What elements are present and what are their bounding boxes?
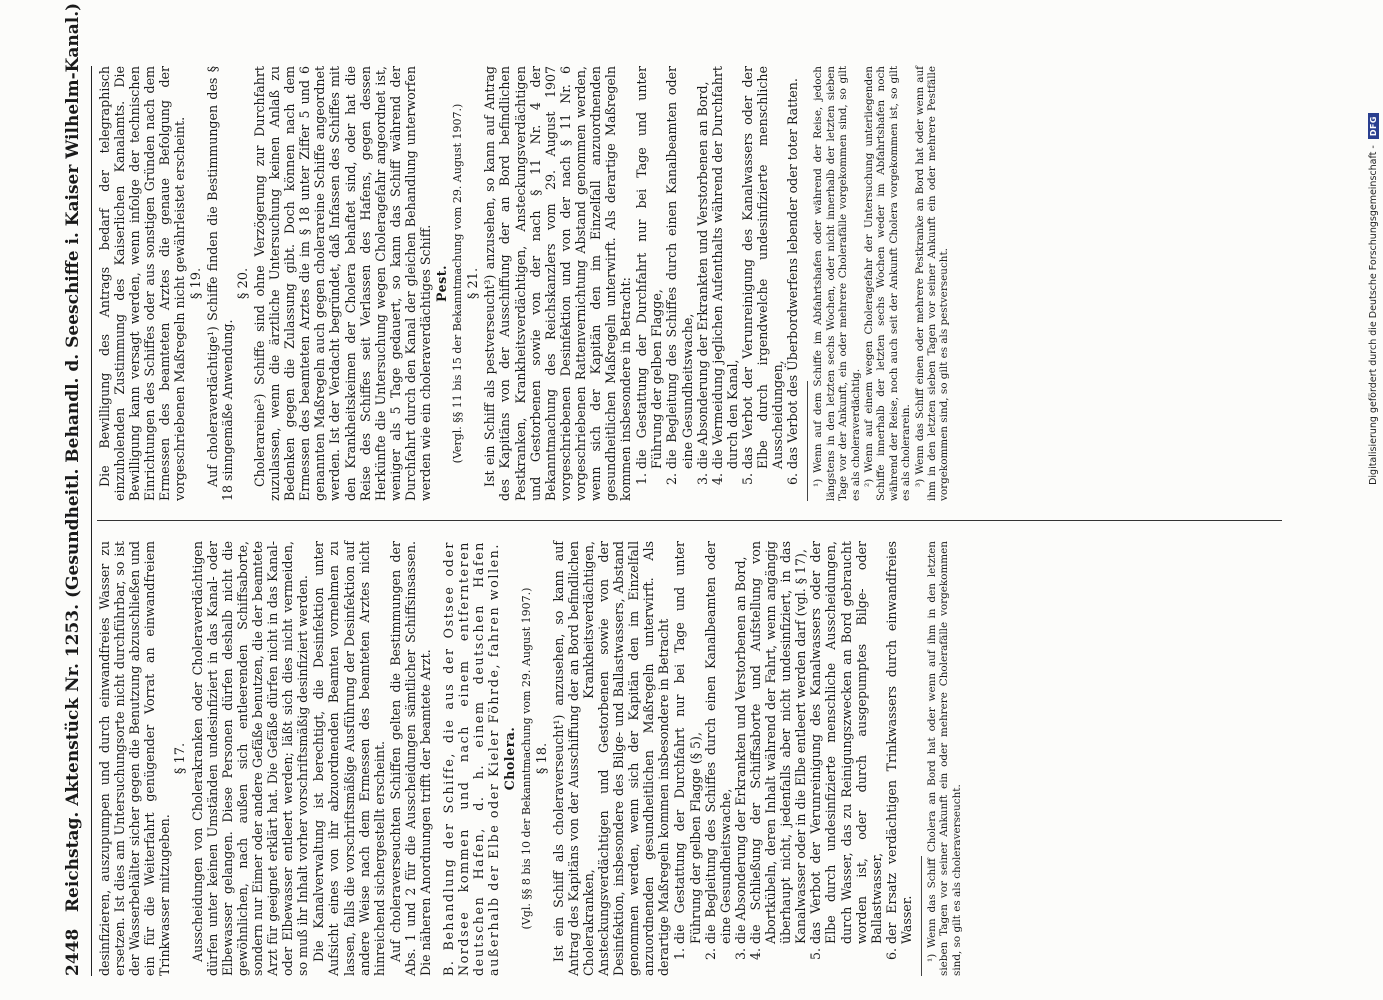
right-column bbox=[97, 66, 1310, 501]
column-divider bbox=[97, 520, 1282, 521]
part-b-heading: B. Behandlung der Schiffe, die aus der Ostsee oder Nordsee kommen und nach einem entfernteren deutschen Hafen, d. h. einem deutschen Hafen außerhalb der Elbe oder Kieler Föhrde, fahren wollen. bbox=[441, 541, 502, 976]
list-item: 3. die Absonderung der Erkrankten und Verstorbenen an Bord, bbox=[733, 541, 748, 944]
page-header bbox=[55, 2, 92, 976]
list-item: 5. das Verbot der Verunreinigung des Kanalwassers oder der Elbe durch undesinfizierte menschliche Ausscheidungen, durch Wasser, das zu Reinigungszwecken an Bord gebraucht worden ist, oder durch ausgepumptes Bilge- oder Ballastwasser, bbox=[808, 541, 883, 944]
measures-list bbox=[634, 66, 800, 501]
list-item: 4. die Vermeidung jeglichen Aufenthalts während der Durchfahrt durch den Kanal, bbox=[710, 66, 740, 469]
digitization-credit bbox=[1368, 113, 1379, 993]
list-item: 4. die Schließung der Schiffsaborte und Aufstellung von Abortkübeln, deren Inhalt während der Fahrt, wenn angängig überhaupt nicht, jedenfalls aber nicht undesinfiziert, in das Kanalwasser oder in die Elbe entleert werden darf (vgl. § 17), bbox=[748, 541, 808, 944]
paragraph: Ist ein Schiff als pestverseucht³) anzusehen, so kann auf Antrag des Kapitäns von der Ausschiffung der an Bord befindlichen Pestkranken, Krankheitsverdächtigen, Ansteckungsverdächtigen und Gestorbenen sowie von der nach § 11 Nr. 4 der Bekanntmachung des Reichskanzlers vom 29. August 1907 vorgeschriebenen Desinfektion und von der nach § 11 Nr. 6 vorgeschriebenen Rattenvernichtung Abstand genommen werden, wenn sich der Kapitän den im Einzelfall anzuordnenden gesundheitlichen Maßregeln unterwirft. Als derartige Maßregeln kommen insbesondere in Betracht: bbox=[482, 66, 634, 501]
footnote: ¹) Wenn das Schiff Cholera an Bord hat oder wenn auf ihm in den letzten sieben Tagen vor seiner Ankunft ein oder mehrere Cholerafälle vorgekommen sind, so gilt es als choleraverseucht. bbox=[925, 541, 963, 976]
footnote: ²) Wenn auf einem wegen Choleragefahr der Untersuchung unterliegenden Schiffe innerhalb der letzten sechs Wochen weder im Abfahrtshafen noch während der Reise, noch auch seit der Ankunft Cholera vorgekommen ist, so gilt es als cholerarein. bbox=[862, 66, 913, 501]
paragraph: Auf choleraverdächtige¹) Schiffe finden die Bestimmungen des § 18 sinngemäße Anwendung. bbox=[204, 66, 235, 501]
reference-note: (Vergl. §§ 11 bis 15 der Bekanntmachung vom 29. August 1907.) bbox=[451, 103, 465, 464]
section-19-heading: § 19. bbox=[188, 267, 204, 300]
measures-list bbox=[672, 541, 914, 976]
text-columns bbox=[97, 66, 1310, 976]
section-20-heading: § 20. bbox=[235, 267, 251, 300]
list-item: 3. die Absonderung der Erkrankten und Verstorbenen an Bord, bbox=[695, 66, 710, 469]
footnote: ³) Wenn das Schiff einen oder mehrere Pestkranke an Bord hat oder wenn auf ihm in den letzten sieben Tagen vor seiner Ankunft ein oder mehrere Pestfälle vorgekommen sind, so gilt es als pestverseucht. bbox=[913, 66, 951, 501]
pest-heading: Pest. bbox=[434, 265, 450, 302]
paragraph: Die Kanalverwaltung ist berechtigt, die Desinfektion unter Aufsicht eines von ihr abzuordnenden Beamten vornehmen zu lassen, falls die vorschriftsmäßige Ausführung der Desinfektion auf andere Weise nach dem Ermessen des beamteten Arztes nicht hinreichend sichergestellt erscheint. bbox=[311, 541, 387, 976]
list-item: 6. das Verbot des Überbordwerfens lebender oder toter Ratten. bbox=[785, 66, 800, 469]
reference-note: (Vgl. §§ 8 bis 10 der Bekanntmachung vom 29. August 1907.) bbox=[519, 587, 533, 930]
paragraph: Die Bewilligung des Antrags bedarf der telegraphisch einzuholenden Zustimmung des Kaiserlichen Kanalamts. Die Bewilligung kann versagt werden, wenn infolge der technischen Einrichtungen des Schiffes oder aus sonstigen Gründen nach dem Ermessen des beamteten Arztes die genaue Befolgung der vorgeschriebenen Maßregeln nicht gewährleistet erscheint. bbox=[97, 66, 188, 501]
section-17-heading: § 17. bbox=[173, 742, 189, 775]
list-item: 2. die Begleitung des Schiffes durch einen Kanalbeamten oder eine Gesundheitswache, bbox=[703, 541, 733, 944]
list-item: 2. die Begleitung des Schiffes durch einen Kanalbeamten oder eine Gesundheitswache, bbox=[664, 66, 694, 469]
cholera-heading: Cholera. bbox=[502, 726, 518, 791]
left-column bbox=[97, 541, 1310, 976]
page-running-title: Reichstag. Aktenstück Nr. 1253. (Gesundheitl. Behandl. d. Seeschiffe i. Kaiser Wilhelm-Kanal.) bbox=[63, 2, 83, 913]
list-item: 1. die Gestattung der Durchfahrt nur bei Tage und unter Führung der gelben Flagge, bbox=[634, 66, 664, 469]
list-item: 6. der Ersatz verdächtigen Trinkwassers durch einwandfreies Wasser. bbox=[884, 541, 914, 944]
rotated-document bbox=[55, 2, 1310, 976]
paragraph: Auf choleraverseuchten Schiffen gelten die Bestimmungen der Abs. 1 und 2 für die Ausscheidungen sämtlicher Schiffsinsassen. Die näheren Anordnungen trifft der beamtete Arzt. bbox=[387, 541, 433, 976]
footnote-rule bbox=[807, 381, 808, 501]
footnote: ¹) Wenn auf dem Schiffe im Abfahrtshafen oder während der Reise, jedoch längstens in den letzten sechs Wochen, oder nicht innerhalb der letzten sieben Tage vor der Ankunft, ein oder mehrere Cholerafälle vorgekommen sind, so gilt es als choleraverdächtig. bbox=[812, 66, 862, 501]
footnote-rule bbox=[921, 856, 922, 976]
paragraph: Ist ein Schiff als choleraverseucht¹) anzusehen, so kann auf Antrag des Kapitäns von der Ausschiffung der an Bord befindlichen Cholerakranken, Krankheitsverdächtigen, Ansteckungsverdächtigen und Gestorbenen sowie von der Desinfektion, insbesondere des Bilge- und Ballastwassers, Abstand genommen werden, wenn sich der Kapitän den im Einzelfall anzuordnenden gesundheitlichen Maßregeln unterwirft. Als derartige Maßregeln kommen insbesondere in Betracht bbox=[550, 541, 672, 976]
section-21-heading: § 21. bbox=[466, 267, 482, 300]
dfg-logo: DFG bbox=[1368, 113, 1379, 139]
paragraph: Ausscheidungen von Cholerakranken oder Choleraverdächtigen dürfen unter keinen Umständen undesinfiziert in das Kanal- oder Elbewasser gelangen. Diese Personen dürfen deshalb nicht die gewöhnlichen, nach außen sich entleerenden Schiffsaborte, sondern nur Eimer oder andere Gefäße benutzen, die der beamtete Arzt für geeignet erklärt hat. Die Gefäße dürfen nicht in das Kanal- oder Elbewasser entleert werden; läßt sich dies nicht vermeiden, so muß ihr Inhalt vorher vorschriftsmäßig desinfiziert werden. bbox=[189, 541, 311, 976]
page-number: 2448 bbox=[63, 928, 83, 976]
section-18-heading: § 18. bbox=[534, 742, 550, 775]
credit-text: Digitalisierung gefördert durch die Deutsche Forschungsgemeinschaft - bbox=[1368, 145, 1379, 485]
paragraph: Cholerareine²) Schiffe sind ohne Verzögerung zur Durchfahrt zuzulassen, wenn die ärztliche Untersuchung keinen Anlaß zu Bedenken gegen die Zulassung gibt. Doch können nach dem Ermessen des beamteten Arztes die im § 18 unter Ziffer 5 und 6 genannten Maßregeln auch gegen cholerareine Schiffe angeordnet werden. Ist der Verdacht begründet, daß Infassen des Schiffes mit den Krankheitskeimen der Cholera behaftet sind, oder hat die Reise des Schiffes seit Verlassen des Hafens, gegen dessen Herkünfte die Untersuchung wegen Choleragefahr angeordnet ist, weniger als 5 Tage gedauert, so kann das Schiff während der Durchfahrt durch den Kanal der gleichen Behandlung unterworfen werden wie ein choleraverdächtiges Schiff. bbox=[251, 66, 433, 501]
paragraph: desinfizieren, auszupumpen und durch einwandfreies Wasser zu ersetzen. Ist dies am Untersuchungsorte nicht durchführbar, so ist der Wasserbehälter sicher gegen die Benutzung abzuschließen und ein für die Weiterfahrt genügender Vorrat an einwandfreiem Trinkwasser mitzugeben. bbox=[97, 541, 173, 976]
list-item: 5. das Verbot der Verunreinigung des Kanalwassers oder der Elbe durch irgendwelche undesinfizierte menschliche Ausscheidungen, bbox=[740, 66, 785, 469]
list-item: 1. die Gestattung der Durchfahrt nur bei Tage und unter Führung der gelben Flagge (§ 5), bbox=[672, 541, 702, 944]
